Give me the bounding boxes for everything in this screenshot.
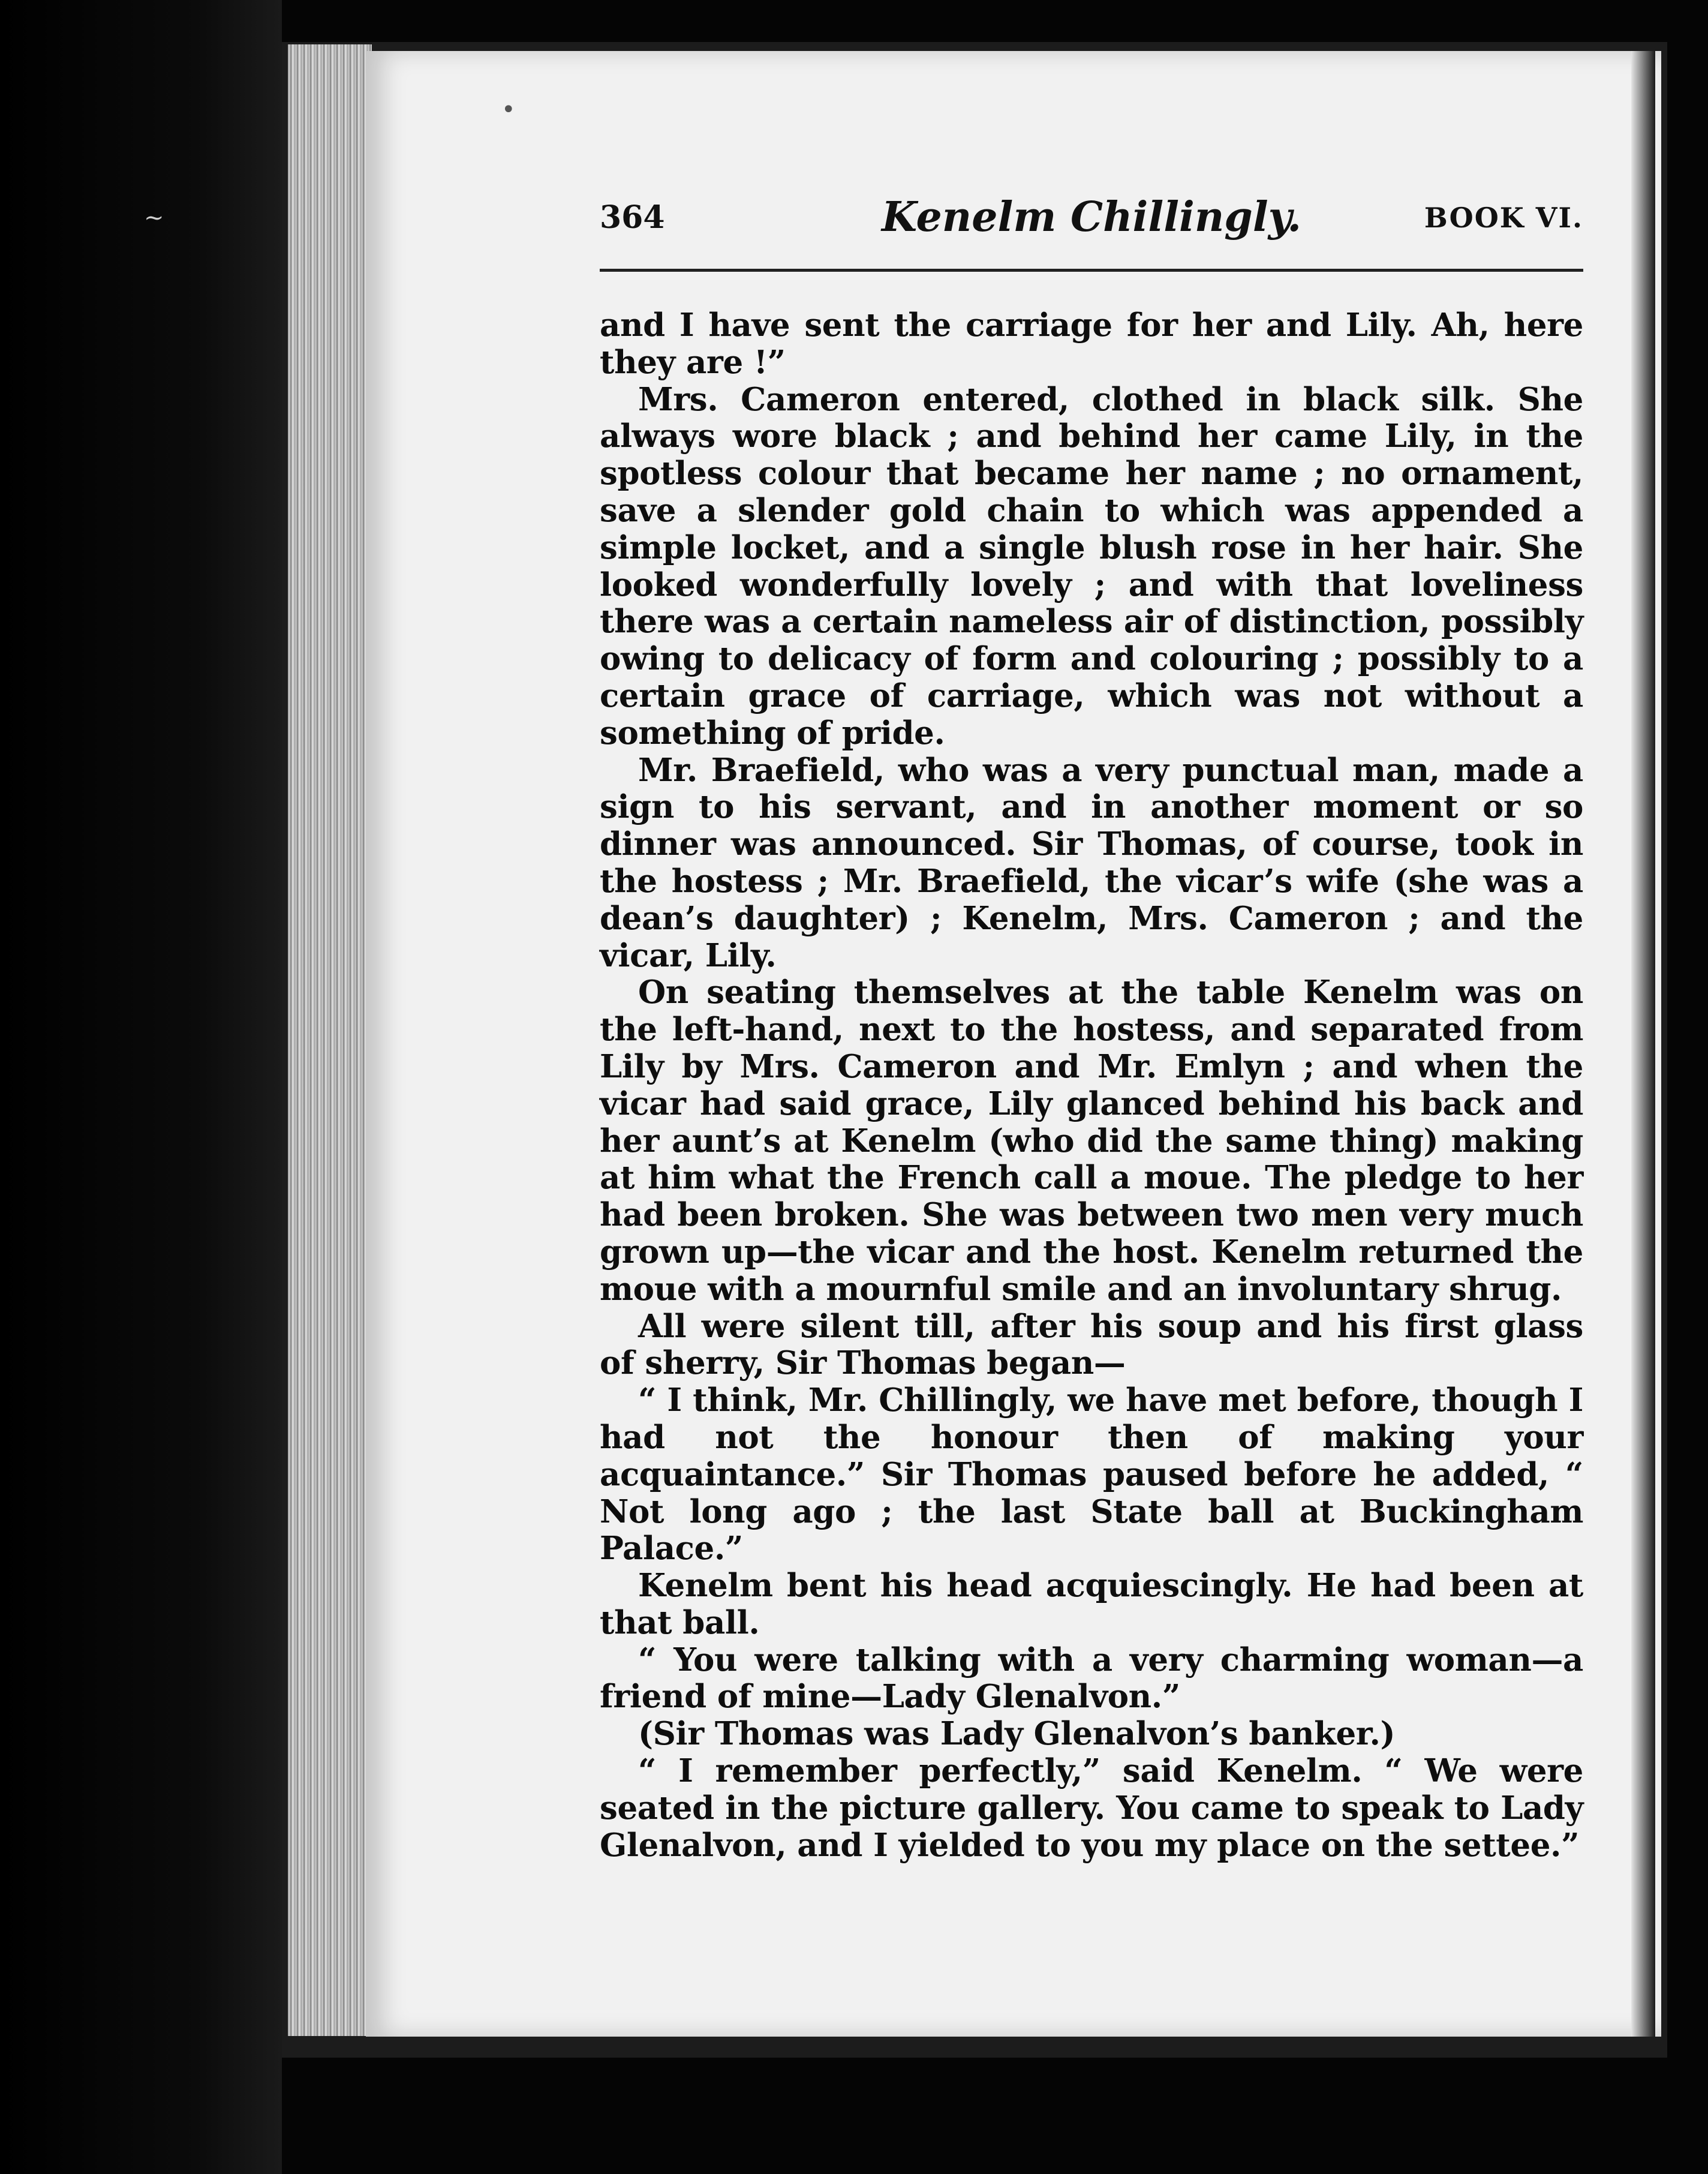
running-title: Kenelm Chillingly. <box>881 193 1302 241</box>
scan-mark: ~ <box>144 204 164 232</box>
scan-speck: • <box>501 96 516 124</box>
paragraph: “ I remember perfectly,” said Kenelm. “ We were seated in the picture gallery. You came to speak to Lady Glenalvon, and I yielded to you my place on the settee.” <box>600 1752 1583 1864</box>
running-header <box>600 193 1583 247</box>
paragraph: Mr. Braefield, who was a very punctual man, made a sign to his servant, and in another moment or so dinner was announced. Sir Thomas, of course, took in the hostess ; Mr. Braefield, the vicar’s wife (she was a dean’s daughter) ; Kenelm, Mrs. Cameron ; and the vicar, Lily. <box>600 751 1583 974</box>
paragraph: On seating themselves at the table Kenelm was on the left-hand, next to the hostess, and separated from Lily by Mrs. Cameron and Mr. Emlyn ; and when the vicar had said grace, Lily glanced behind his back and her aunt’s at Kenelm (who did the same thing) making at him what the French call a moue. The pledge to her had been broken. She was between two men very much grown up—the vicar and the host. Kenelm returned the moue with a mournful smile and an involuntary shrug. <box>600 974 1583 1308</box>
paragraph: Mrs. Cameron entered, clothed in black silk. She always wore black ; and behind her came Lily, in the spotless colour that became her name ; no ornament, save a slender gold chain to which was appended a simple locket, and a single blush rose in her hair. She looked wonderfully lovely ; and with that loveliness there was a certain nameless air of distinction, possibly owing to delicacy of form and colouring ; possibly to a certain grace of carriage, which was not without a something of pride. <box>600 380 1583 752</box>
page-edges <box>288 44 372 2036</box>
paragraph: Kenelm bent his head acquiescingly. He had been at that ball. <box>600 1567 1583 1641</box>
page-body <box>600 307 1583 1864</box>
page-number: 364 <box>600 199 665 236</box>
book-gutter-shadow <box>0 0 282 2174</box>
paragraph: “ I think, Mr. Chillingly, we have met before, though I had not the honour then of making your acquaintance.” Sir Thomas paused before he added, “ Not long ago ; the last State ball at Buckingham Palace.” <box>600 1382 1583 1568</box>
paragraph: and I have sent the carriage for her and Lily. Ah, here they are !” <box>600 307 1583 381</box>
header-rule <box>600 269 1583 272</box>
paragraph: (Sir Thomas was Lady Glenalvon’s banker.) <box>638 1715 1396 1753</box>
page-right-edge <box>1631 51 1655 2037</box>
book-label: BOOK VI. <box>1424 202 1583 234</box>
paragraph: “ You were talking with a very charming woman—a friend of mine—Lady Glenalvon.” <box>600 1641 1583 1716</box>
paragraph: All were silent till, after his soup and his first glass of sherry, Sir Thomas began— <box>600 1307 1583 1382</box>
